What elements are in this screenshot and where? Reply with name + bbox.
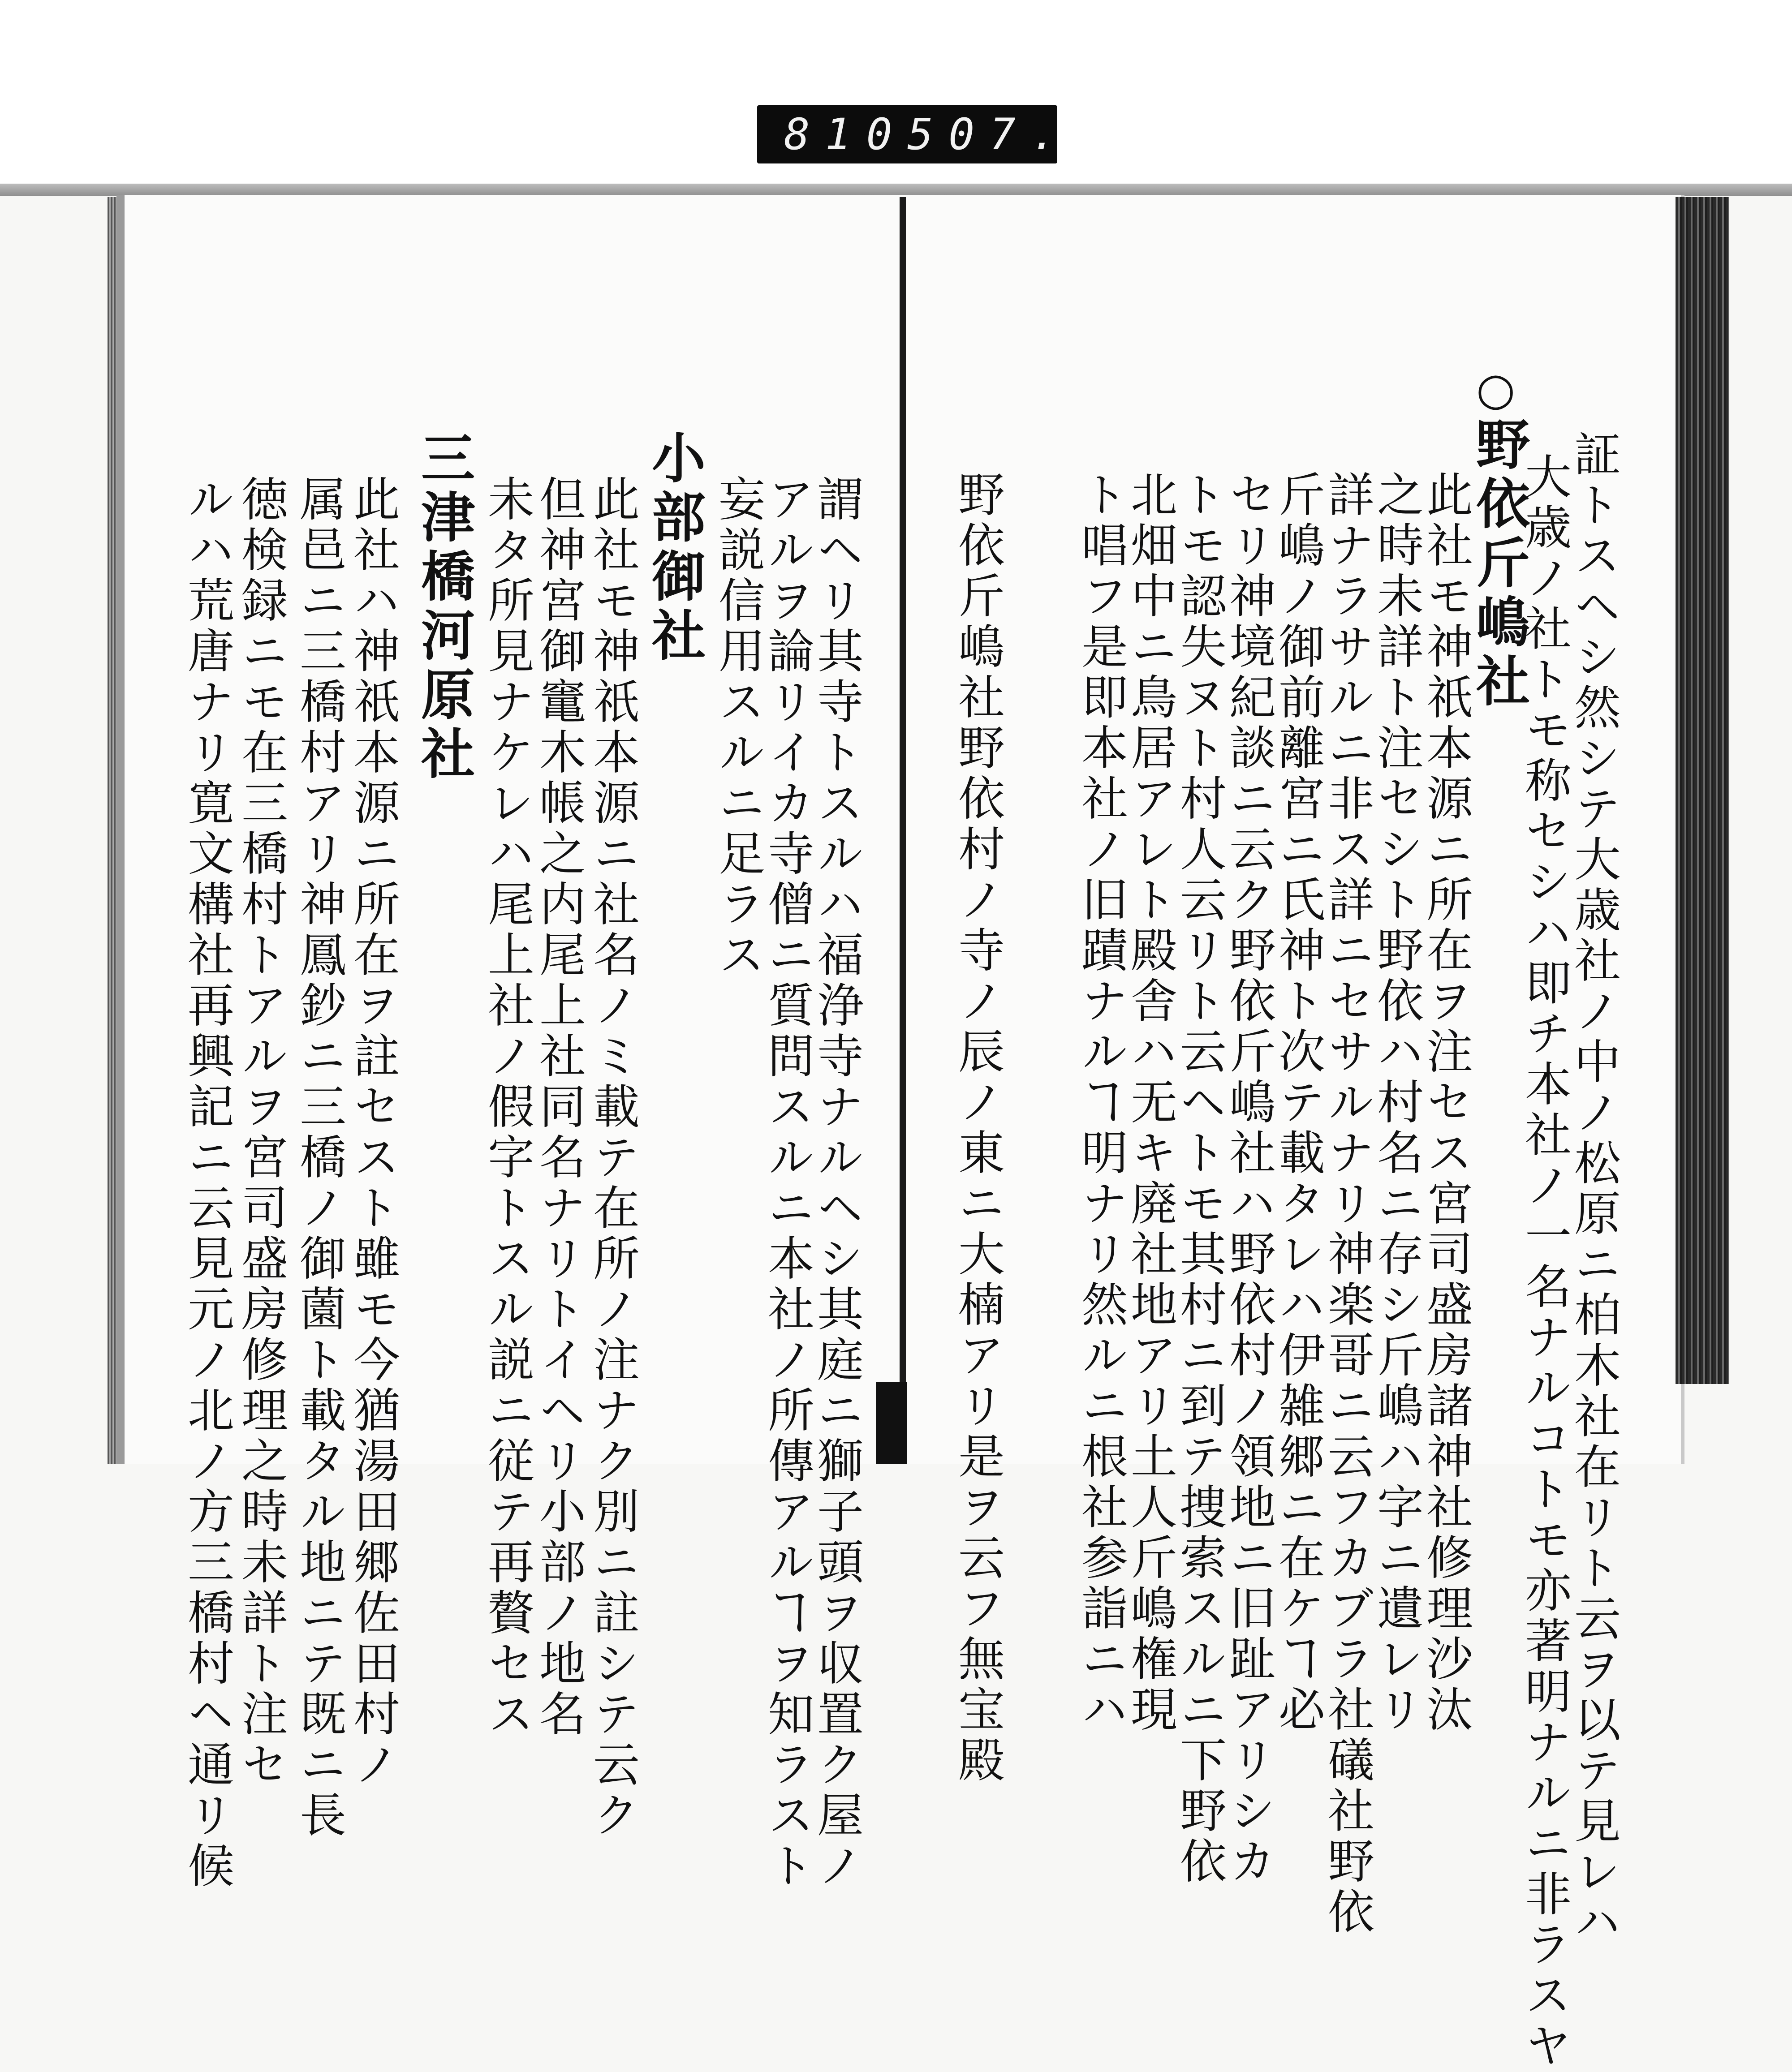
right-col-7: 斤嶋ノ御前離宮ニ氏神ト次テ載タレハ伊雑郷ニ在ケヿ必 <box>1271 470 1325 1736</box>
right-col-12: 野依斤嶋社野依村ノ寺ノ辰ノ東ニ大楠アリ是ヲ云フ無宝殿 <box>950 470 1005 1786</box>
archive-number-left: 810 <box>784 109 908 159</box>
book-gutter <box>900 197 906 1464</box>
left-col-5: 此社モ神祇本源ニ社名ノミ載テ在所ノ注ナク別ニ註シテ云ク <box>585 475 640 1841</box>
archive-number-right: 507. <box>907 109 1072 159</box>
right-heading-noyori: 野依斤嶋社 <box>1467 417 1530 712</box>
book-top-edge <box>0 184 1792 196</box>
left-col-10: 属邑ニ三橋村アリ神鳳鈔ニ三橋ノ御薗ト載タル地ニテ既ニ長 <box>292 475 346 1841</box>
left-col-6: 但神宮御竃木帳之内尾上社同名ナリトイヘリ小部ノ地名 <box>531 475 586 1740</box>
right-col-4: 此社モ神祇本源ニ所在ヲ注セス宮司盛房諸神社修理沙汰 <box>1418 470 1473 1736</box>
right-col-10: 北畑中ニ鳥居アレト殿舎ハ无キ廃社地アリ土人斤嶋権現 <box>1123 470 1177 1736</box>
gutter-shadow <box>876 1382 907 1464</box>
right-col-2: 大歳ノ社トモ称セシハ即チ本社ノ一名ナルコトモ亦著明ナルニ非ラスヤ <box>1517 452 1572 2072</box>
right-col-8: セリ神境紀談ニ云ク野依斤嶋社ハ野依村ノ領地ニ旧趾アリシカ <box>1221 470 1276 1887</box>
left-col-1: 謂ヘリ其寺トスルハ福浄寺ナルヘシ其庭ニ獅子頭ヲ収置ク屋ノ <box>809 475 864 1892</box>
left-heading-obe: 小部御社 <box>643 430 706 666</box>
right-col-6: 詳ナラサルニ非ス詳ニセサルナリ神楽哥ニ云フカブラ社礒社野依 <box>1320 470 1374 1938</box>
left-col-7: 未タ所見ナケレハ尾上社ノ假字トスル説ニ従テ再贅セス <box>480 475 534 1740</box>
section-circle-mark: ○ <box>1476 363 1516 415</box>
page-edge-stack <box>1676 197 1729 1384</box>
scan-background <box>0 0 1792 193</box>
right-col-9: トモ認失ヌト村人云リト云ヘトモ其村ニ到テ捜索スルニ下野依 <box>1172 470 1227 1887</box>
right-col-11: ト唱フ是即本社ノ旧蹟ナルヿ明ナリ然ルニ根社参詣ニハ <box>1073 470 1128 1736</box>
right-col-5: 之時未詳ト注セシト野依ハ村名ニ存シ斤嶋ハ字ニ遺レリ <box>1369 470 1424 1736</box>
left-col-9: 此社ハ神祇本源ニ所在ヲ註セスト雖モ今猶湯田郷佐田村ノ <box>345 475 400 1791</box>
left-col-2: アルヲ論リイカ寺僧ニ質問スルニ本社ノ所傳アルヿヲ知ラスト <box>760 475 814 1892</box>
left-col-12: ルハ荒唐ナリ寛文構社再興記ニ云見元ノ北ノ方三橋村ヘ通リ候 <box>180 475 234 1892</box>
left-col-3: 妄説信用スルニ足ラス <box>711 475 765 981</box>
left-heading-mitsuhashi: 三津橋河原社 <box>412 430 475 785</box>
right-col-1: 証トスヘシ然シテ大歳社ノ中ノ松原ニ柏木社在リト云ヲ以テ見レハ <box>1566 430 1621 1948</box>
archive-label-plate <box>757 105 1072 163</box>
left-col-11: 徳検録ニモ在三橋村トアルヲ宮司盛房修理之時未詳ト注セ <box>233 475 288 1791</box>
